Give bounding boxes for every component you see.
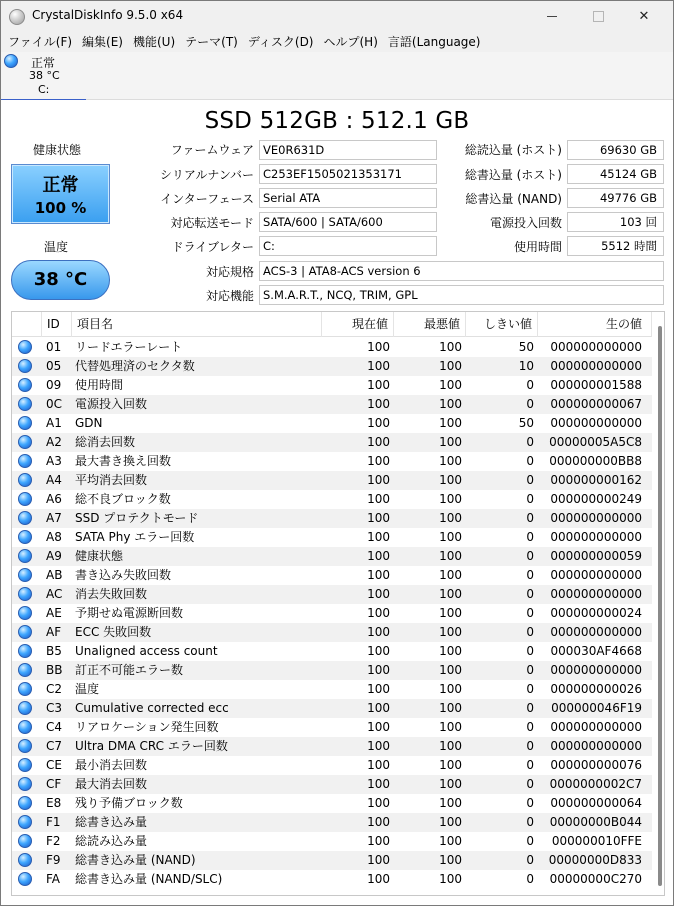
host-reads-field: 69630 GB — [567, 140, 664, 160]
attr-id: A4 — [46, 473, 62, 487]
attr-raw: 000000046F19 — [551, 701, 642, 715]
attr-threshold: 50 — [518, 416, 534, 430]
attr-raw: 00000000B044 — [549, 815, 642, 829]
attr-threshold: 0 — [526, 568, 534, 582]
attr-id: A1 — [46, 416, 62, 430]
attr-name: 残り予備ブロック数 — [75, 796, 183, 810]
attr-name: 使用時間 — [75, 378, 124, 392]
maximize-button[interactable] — [575, 1, 621, 32]
drive-model-title: SSD 512GB : 512.1 GB — [204, 108, 470, 134]
attr-threshold: 0 — [526, 682, 534, 696]
host-writes-label: 総書込量 (ホスト) — [464, 168, 562, 182]
attr-threshold: 10 — [518, 359, 534, 373]
attr-raw: 000000000026 — [550, 682, 642, 696]
attr-raw: 000000000000 — [550, 340, 642, 354]
attr-threshold: 0 — [526, 454, 534, 468]
attr-raw: 00000005A5C8 — [549, 435, 642, 449]
attr-worst: 100 — [439, 359, 462, 373]
attr-threshold: 0 — [526, 739, 534, 753]
attr-threshold: 0 — [526, 606, 534, 620]
attr-id: C2 — [46, 682, 63, 696]
health-good-icon — [18, 663, 32, 677]
disk-tab-temp: 38 °C — [29, 69, 60, 82]
attr-name: 温度 — [75, 682, 100, 696]
attr-threshold: 0 — [526, 777, 534, 791]
power-on-count-label: 電源投入回数 — [489, 216, 562, 230]
attr-threshold: 0 — [526, 492, 534, 506]
health-good-icon — [18, 872, 32, 886]
attr-raw: 000000000024 — [550, 606, 642, 620]
attr-threshold: 0 — [526, 720, 534, 734]
attr-id: AE — [46, 606, 62, 620]
attr-id: AB — [46, 568, 63, 582]
attr-current: 100 — [367, 397, 390, 411]
interface-label: インターフェース — [160, 192, 254, 206]
attr-raw: 000000001588 — [550, 378, 642, 392]
attr-name: 総読み込み量 — [75, 834, 148, 848]
health-good-icon — [18, 340, 32, 354]
attr-id: CF — [46, 777, 62, 791]
table-header — [12, 312, 652, 337]
health-good-icon — [18, 568, 32, 582]
attr-worst: 100 — [439, 815, 462, 829]
attr-current: 100 — [367, 378, 390, 392]
attr-current: 100 — [367, 663, 390, 677]
attr-name: 総書き込み量 (NAND) — [75, 853, 196, 867]
health-good-icon — [18, 644, 32, 658]
attr-worst: 100 — [439, 739, 462, 753]
attr-threshold: 0 — [526, 796, 534, 810]
menu-edit[interactable]: 編集(E) — [82, 35, 123, 49]
attr-current: 100 — [367, 682, 390, 696]
attr-name: SATA Phy エラー回数 — [75, 530, 195, 544]
attr-id: 09 — [46, 378, 62, 392]
health-good-icon — [18, 397, 32, 411]
drive-letter-field: C: — [259, 236, 437, 256]
attr-threshold: 0 — [526, 473, 534, 487]
attr-name: 最小消去回数 — [75, 758, 148, 772]
attr-name: Cumulative corrected ecc — [75, 701, 229, 715]
disk-tab-status: 正常 — [31, 56, 56, 70]
health-good-icon — [18, 492, 32, 506]
attr-raw: 000000000000 — [550, 720, 642, 734]
table-row[interactable] — [12, 756, 652, 775]
drive-letter-label: ドライブレター — [171, 240, 254, 254]
host-reads-label: 総読込量 (ホスト) — [464, 143, 562, 157]
table-row[interactable] — [12, 547, 652, 566]
attr-threshold: 0 — [526, 663, 534, 677]
attr-worst: 100 — [439, 454, 462, 468]
attr-id: 05 — [46, 359, 62, 373]
health-good-icon — [18, 739, 32, 753]
attr-raw: 0000000002C7 — [549, 777, 642, 791]
attr-name: 消去失敗回数 — [75, 587, 148, 601]
attr-current: 100 — [367, 758, 390, 772]
app-disk-icon — [9, 9, 25, 25]
attr-raw: 000000000000 — [550, 739, 642, 753]
health-percent: 100 % — [34, 199, 87, 217]
header-id[interactable]: ID — [42, 312, 72, 337]
attr-current: 100 — [367, 625, 390, 639]
attr-id: C4 — [46, 720, 63, 734]
attr-name: 電源投入回数 — [75, 397, 148, 411]
nand-writes-field: 49776 GB — [567, 188, 664, 208]
table-row[interactable] — [12, 604, 652, 623]
health-good-icon — [18, 625, 32, 639]
attr-threshold: 0 — [526, 853, 534, 867]
attr-name: Ultra DMA CRC エラー回数 — [75, 739, 228, 753]
table-row[interactable] — [12, 585, 652, 604]
table-row[interactable] — [12, 851, 652, 870]
attr-current: 100 — [367, 720, 390, 734]
attr-raw: 000000000076 — [550, 758, 642, 772]
attr-threshold: 0 — [526, 435, 534, 449]
attr-raw: 000000000000 — [550, 568, 642, 582]
attr-current: 100 — [367, 549, 390, 563]
attr-name: ECC 失敗回数 — [75, 625, 152, 639]
attr-id: A7 — [46, 511, 62, 525]
header-raw-value[interactable]: 生の値 — [538, 312, 652, 337]
attr-raw: 000000000000 — [550, 530, 642, 544]
window-title: CrystalDiskInfo 9.5.0 x64 — [32, 8, 184, 22]
table-row[interactable] — [12, 395, 652, 414]
attr-id: BB — [46, 663, 63, 677]
health-good-icon — [18, 454, 32, 468]
table-row[interactable] — [12, 813, 652, 832]
table-row[interactable] — [12, 775, 652, 794]
attr-current: 100 — [367, 796, 390, 810]
table-row[interactable] — [12, 718, 652, 737]
header-status-col[interactable] — [12, 312, 42, 337]
menu-file[interactable]: ファイル(F) — [8, 35, 73, 49]
health-good-icon — [18, 777, 32, 791]
table-row[interactable] — [12, 357, 652, 376]
attr-raw: 000000000BB8 — [549, 454, 642, 468]
health-good-icon — [18, 416, 32, 430]
attr-raw: 000000000067 — [550, 397, 642, 411]
health-good-icon — [18, 549, 32, 563]
table-row[interactable] — [12, 414, 652, 433]
attr-name: 総書き込み量 (NAND/SLC) — [75, 872, 223, 886]
attr-threshold: 0 — [526, 644, 534, 658]
attr-raw: 000000010FFE — [551, 834, 642, 848]
attr-worst: 100 — [439, 777, 462, 791]
attr-threshold: 0 — [526, 815, 534, 829]
attr-worst: 100 — [439, 340, 462, 354]
features-field: S.M.A.R.T., NCQ, TRIM, GPL — [259, 285, 664, 305]
attr-threshold: 0 — [526, 834, 534, 848]
table-row[interactable] — [12, 737, 652, 756]
attr-id: A8 — [46, 530, 62, 544]
health-status-text: 正常 — [42, 175, 79, 196]
transfer-mode-field: SATA/600 | SATA/600 — [259, 212, 437, 232]
attr-worst: 100 — [439, 397, 462, 411]
attr-worst: 100 — [439, 530, 462, 544]
attr-current: 100 — [367, 454, 390, 468]
power-on-hours-label: 使用時間 — [513, 240, 562, 254]
attr-id: A6 — [46, 492, 62, 506]
attr-name: リードエラーレート — [75, 340, 183, 354]
attr-worst: 100 — [439, 644, 462, 658]
firmware-field: VE0R631D — [259, 140, 437, 160]
table-row[interactable] — [12, 338, 652, 357]
attr-raw: 000000000000 — [550, 511, 642, 525]
smart-attribute-table[interactable] — [11, 311, 665, 896]
table-row[interactable] — [12, 623, 652, 642]
attr-current: 100 — [367, 606, 390, 620]
attr-threshold: 0 — [526, 397, 534, 411]
attr-worst: 100 — [439, 549, 462, 563]
attr-threshold: 0 — [526, 872, 534, 886]
health-good-icon — [18, 587, 32, 601]
transfer-mode-label: 対応転送モード — [170, 216, 254, 230]
health-good-icon — [18, 834, 32, 848]
attr-worst: 100 — [439, 701, 462, 715]
firmware-label: ファームウェア — [170, 143, 254, 157]
attr-threshold: 0 — [526, 587, 534, 601]
attr-raw: 000000000000 — [550, 587, 642, 601]
health-label: 健康状態 — [33, 143, 82, 157]
menu-bar — [1, 32, 673, 52]
attr-worst: 100 — [439, 625, 462, 639]
disk-tab-c[interactable] — [1, 52, 86, 100]
attr-id: 01 — [46, 340, 62, 354]
health-good-icon — [18, 853, 32, 867]
health-status-button[interactable] — [11, 164, 110, 224]
features-label: 対応機能 — [205, 289, 254, 303]
attr-current: 100 — [367, 473, 390, 487]
attr-worst: 100 — [439, 492, 462, 506]
attr-worst: 100 — [439, 758, 462, 772]
attr-threshold: 0 — [526, 758, 534, 772]
attr-raw: 000000000249 — [550, 492, 642, 506]
attr-raw: 00000000C270 — [549, 872, 642, 886]
standard-label: 対応規格 — [205, 265, 254, 279]
attr-worst: 100 — [439, 416, 462, 430]
attr-current: 100 — [367, 872, 390, 886]
health-good-icon — [18, 511, 32, 525]
attr-name: 最大書き換え回数 — [75, 454, 172, 468]
health-good-icon — [4, 54, 18, 68]
attr-worst: 100 — [439, 872, 462, 886]
attr-current: 100 — [367, 701, 390, 715]
attr-worst: 100 — [439, 720, 462, 734]
attr-id: CE — [46, 758, 62, 772]
attr-name: SSD プロテクトモード — [75, 511, 199, 525]
attr-id: E8 — [46, 796, 62, 810]
menu-help[interactable]: ヘルプ(H) — [323, 35, 378, 49]
attr-name: 総消去回数 — [75, 435, 136, 449]
health-good-icon — [18, 815, 32, 829]
health-good-icon — [18, 378, 32, 392]
table-row[interactable] — [12, 794, 652, 813]
table-row[interactable] — [12, 566, 652, 585]
table-row[interactable] — [12, 433, 652, 452]
attr-name: 訂正不可能エラー数 — [75, 663, 184, 677]
attr-raw: 000000000059 — [550, 549, 642, 563]
attr-worst: 100 — [439, 473, 462, 487]
attr-raw: 000000000000 — [550, 359, 642, 373]
attr-name: 健康状態 — [75, 549, 124, 563]
table-row[interactable] — [12, 376, 652, 395]
attr-raw: 000000000000 — [550, 625, 642, 639]
attr-current: 100 — [367, 530, 390, 544]
attr-raw: 000000000064 — [550, 796, 642, 810]
table-row[interactable] — [12, 870, 652, 889]
attr-current: 100 — [367, 815, 390, 829]
attr-id: FA — [46, 872, 61, 886]
attr-id: C3 — [46, 701, 63, 715]
attr-id: F2 — [46, 834, 61, 848]
attr-current: 100 — [367, 777, 390, 791]
attr-name: 最大消去回数 — [75, 777, 148, 791]
attr-worst: 100 — [439, 853, 462, 867]
health-good-icon — [18, 758, 32, 772]
table-row[interactable] — [12, 490, 652, 509]
serial-label: シリアルナンバー — [159, 168, 254, 182]
table-row[interactable] — [12, 528, 652, 547]
attr-raw: 000000000000 — [550, 663, 642, 677]
attr-current: 100 — [367, 359, 390, 373]
attr-threshold: 0 — [526, 511, 534, 525]
attr-threshold: 0 — [526, 549, 534, 563]
attr-id: A3 — [46, 454, 62, 468]
health-good-icon — [18, 473, 32, 487]
table-row[interactable] — [12, 642, 652, 661]
health-good-icon — [18, 701, 32, 715]
attr-worst: 100 — [439, 511, 462, 525]
attr-id: A2 — [46, 435, 62, 449]
menu-language[interactable]: 言語(Language) — [387, 35, 481, 49]
power-on-count-field: 103 回 — [567, 212, 664, 232]
attr-threshold: 0 — [526, 625, 534, 639]
attr-threshold: 50 — [518, 340, 534, 354]
minimize-button[interactable] — [529, 1, 575, 32]
nand-writes-label: 総書込量 (NAND) — [465, 192, 562, 206]
attr-id: B5 — [46, 644, 62, 658]
attr-worst: 100 — [439, 834, 462, 848]
attr-current: 100 — [367, 435, 390, 449]
drive-info-panel — [1, 100, 673, 306]
health-good-icon — [18, 359, 32, 373]
attr-name: GDN — [75, 416, 103, 430]
table-row[interactable] — [12, 452, 652, 471]
attr-current: 100 — [367, 492, 390, 506]
disk-tab-letter: C: — [38, 83, 50, 96]
menu-function[interactable]: 機能(U) — [132, 35, 176, 49]
attr-id: AF — [46, 625, 62, 639]
attr-worst: 100 — [439, 587, 462, 601]
attr-name: リアロケーション発生回数 — [75, 720, 219, 734]
health-good-icon — [18, 435, 32, 449]
attr-current: 100 — [367, 511, 390, 525]
attr-current: 100 — [367, 587, 390, 601]
attr-threshold: 0 — [526, 530, 534, 544]
attr-worst: 100 — [439, 435, 462, 449]
attr-worst: 100 — [439, 378, 462, 392]
attr-name: 代替処理済のセクタ数 — [75, 359, 195, 373]
attr-name: Unaligned access count — [75, 644, 218, 658]
attr-name: 予期せぬ電源断回数 — [75, 606, 184, 620]
attr-current: 100 — [367, 568, 390, 582]
attr-id: AC — [46, 587, 63, 601]
attr-name: 総書き込み量 — [75, 815, 148, 829]
health-good-icon — [18, 682, 32, 696]
header-threshold[interactable]: しきい値 — [466, 312, 538, 337]
attr-name: 総不良ブロック数 — [75, 492, 171, 506]
attr-worst: 100 — [439, 606, 462, 620]
attr-current: 100 — [367, 834, 390, 848]
table-body — [12, 338, 652, 889]
header-current[interactable]: 現在値 — [322, 312, 394, 337]
attr-worst: 100 — [439, 796, 462, 810]
close-button[interactable] — [621, 1, 667, 32]
attr-id: 0C — [46, 397, 63, 411]
attr-worst: 100 — [439, 568, 462, 582]
temperature-label: 温度 — [44, 240, 69, 254]
attr-id: F1 — [46, 815, 61, 829]
table-row[interactable] — [12, 680, 652, 699]
attr-worst: 100 — [439, 663, 462, 677]
attr-threshold: 0 — [526, 701, 534, 715]
table-row[interactable] — [12, 832, 652, 851]
attr-raw: 000000000000 — [550, 416, 642, 430]
attr-current: 100 — [367, 853, 390, 867]
temperature-button[interactable]: 38 °C — [11, 260, 110, 300]
power-on-hours-field: 5512 時間 — [567, 236, 664, 256]
attr-current: 100 — [367, 340, 390, 354]
standard-field: ACS-3 | ATA8-ACS version 6 — [259, 261, 664, 281]
health-good-icon — [18, 720, 32, 734]
attr-id: F9 — [46, 853, 61, 867]
host-writes-field: 45124 GB — [567, 164, 664, 184]
vertical-scrollbar[interactable] — [658, 326, 662, 886]
health-good-icon — [18, 796, 32, 810]
attr-raw: 000030AF4668 — [550, 644, 642, 658]
menu-disk[interactable]: ディスク(D) — [247, 35, 314, 49]
attr-current: 100 — [367, 739, 390, 753]
header-worst[interactable]: 最悪値 — [394, 312, 466, 337]
table-row[interactable] — [12, 509, 652, 528]
disk-tab-strip — [1, 52, 673, 100]
attr-id: A9 — [46, 549, 62, 563]
serial-field: C253EF1505021353171 — [259, 164, 437, 184]
attr-current: 100 — [367, 644, 390, 658]
table-row[interactable] — [12, 661, 652, 680]
attr-raw: 000000000162 — [550, 473, 642, 487]
title-bar — [1, 1, 673, 32]
header-attribute-name[interactable]: 項目名 — [72, 312, 322, 337]
attr-worst: 100 — [439, 682, 462, 696]
attr-raw: 00000000D833 — [548, 853, 642, 867]
table-row[interactable] — [12, 471, 652, 490]
attr-threshold: 0 — [526, 378, 534, 392]
interface-field: Serial ATA — [259, 188, 437, 208]
attr-current: 100 — [367, 416, 390, 430]
menu-theme[interactable]: テーマ(T) — [185, 35, 238, 49]
health-good-icon — [18, 530, 32, 544]
health-good-icon — [18, 606, 32, 620]
attr-name: 平均消去回数 — [75, 473, 148, 487]
attr-id: C7 — [46, 739, 63, 753]
table-row[interactable] — [12, 699, 652, 718]
attr-name: 書き込み失敗回数 — [75, 568, 172, 582]
